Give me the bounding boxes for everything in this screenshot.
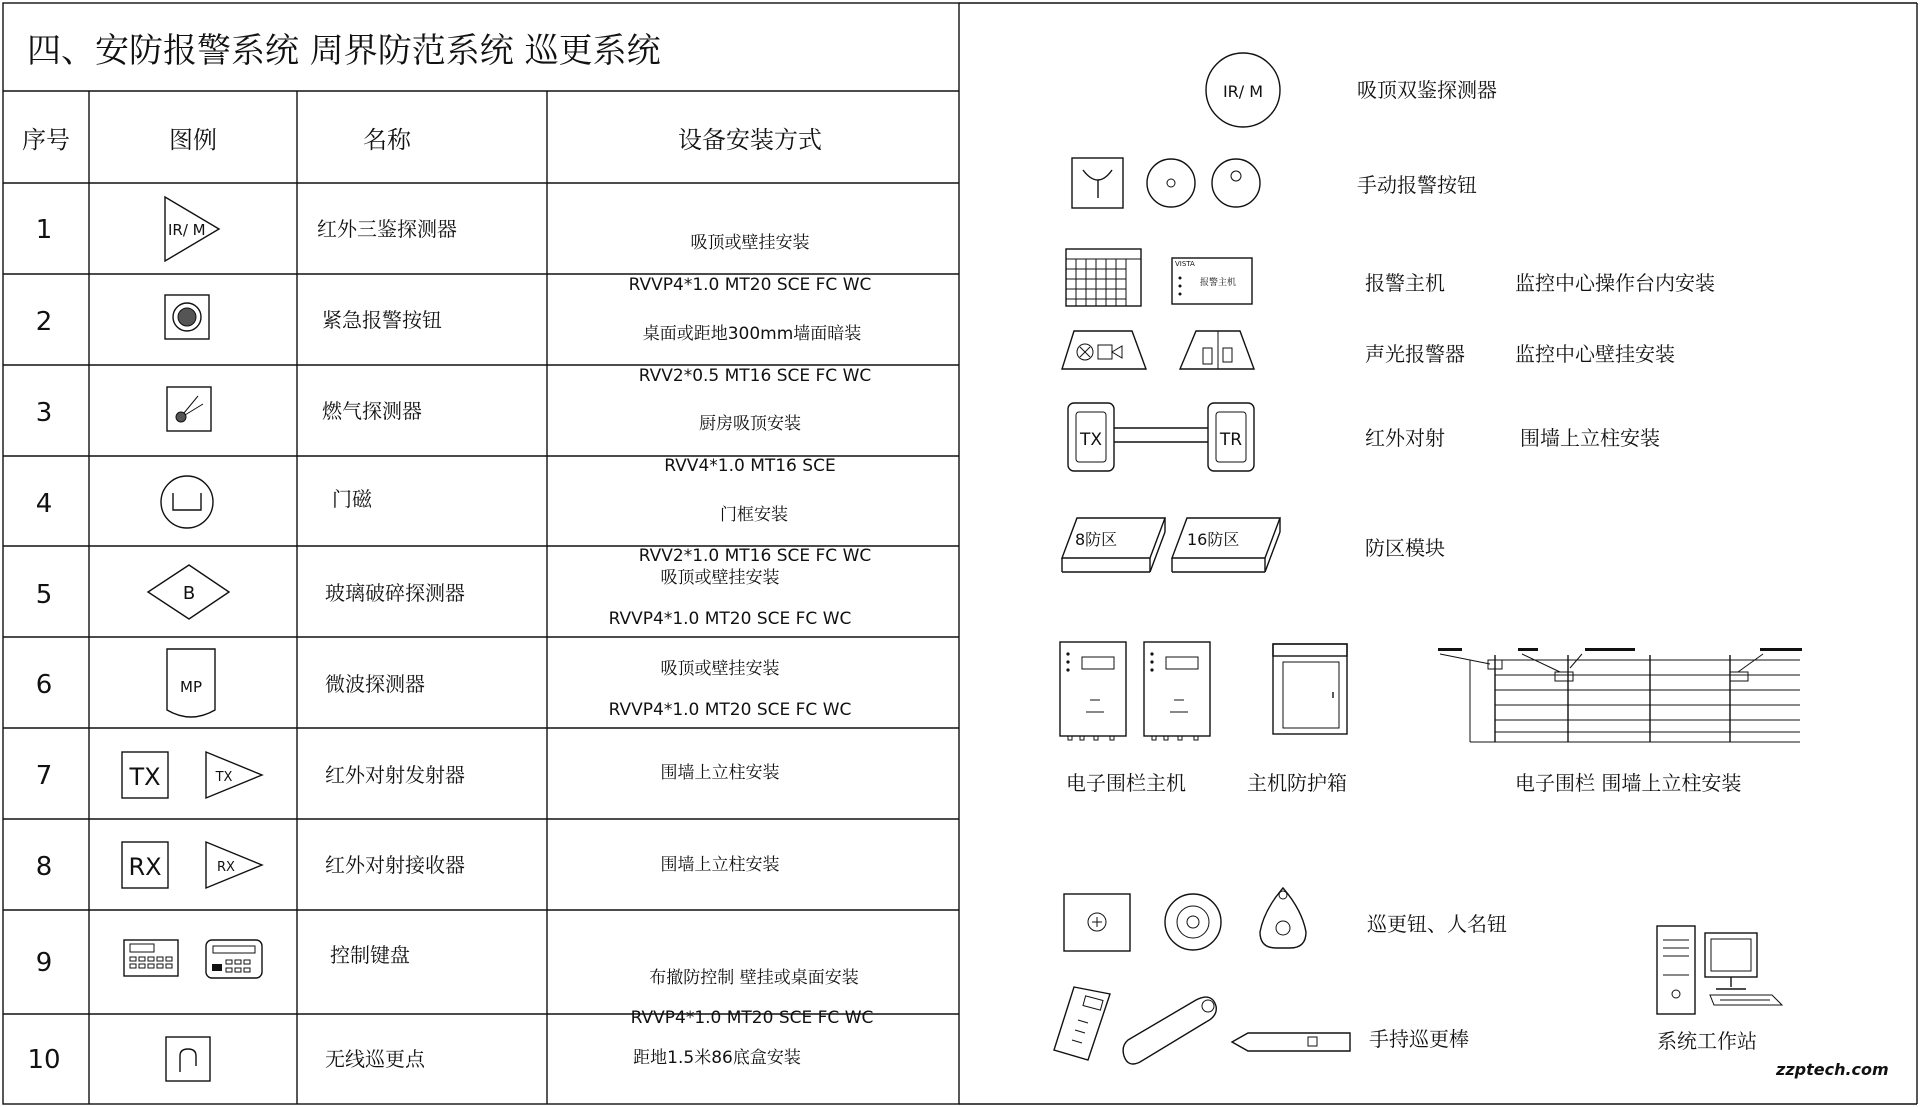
legend-label: 系统工作站 [1657, 1029, 1757, 1053]
row-no: 1 [35, 215, 53, 245]
row-no: 8 [35, 852, 53, 882]
install-cable: RVVP4*1.0 MT20 SCE FC WC [608, 700, 852, 720]
b-label: B [182, 583, 196, 604]
ir-beam-receiver-icon [122, 842, 262, 888]
install-text: 布撤防控制 壁挂或桌面安装 [649, 968, 859, 988]
rx-triangle-label: RX [217, 860, 235, 875]
control-keypad-icon [124, 940, 262, 978]
wireless-patrol-point-icon [166, 1037, 210, 1081]
install-cable: RVVP4*1.0 MT20 SCE FC WC [630, 1008, 874, 1028]
row-no: 6 [35, 670, 53, 700]
electric-fence-host-icon [1060, 642, 1210, 740]
install-text: 围墙上立柱安装 [660, 763, 780, 783]
glass-break-detector-icon [148, 565, 229, 619]
row-name: 燃气探测器 [322, 399, 422, 423]
row-no: 4 [35, 489, 53, 519]
install-text: 厨房吸顶安装 [699, 414, 801, 434]
row-no: 3 [35, 398, 53, 428]
row-names [317, 217, 465, 1071]
row-name: 微波探测器 [325, 672, 425, 696]
door-contact-icon [161, 476, 213, 528]
row-numbers [27, 215, 60, 1075]
vista-label: VISTA [1175, 260, 1195, 268]
sheet-title: 四、安防报警系统 周界防范系统 巡更系统 [27, 31, 661, 71]
legend-install: 监控中心壁挂安装 [1515, 342, 1675, 366]
row-no: 5 [35, 580, 53, 610]
table-header [22, 126, 822, 154]
electric-fence-icon [1438, 648, 1802, 742]
alarm-host-icon [1066, 249, 1252, 306]
header-install: 设备安装方式 [678, 126, 822, 154]
install-text: 距地1.5米86底盒安装 [633, 1048, 801, 1068]
row-name: 红外对射接收器 [325, 853, 465, 877]
ir-m-label: IR/ M [168, 221, 206, 239]
install-cable: RVV2*1.0 MT16 SCE FC WC [638, 546, 872, 566]
legend-label: 报警主机 [1365, 271, 1445, 295]
legend-install: 围墙上立柱安装 [1520, 426, 1660, 450]
install-text: 吸顶或壁挂安装 [690, 233, 810, 253]
gas-detector-icon [167, 387, 211, 431]
install-cable: RVV4*1.0 MT16 SCE [664, 456, 836, 476]
watermark: zzptech.com [1776, 1060, 1889, 1079]
row-no: 9 [35, 948, 53, 978]
install-text: 桌面或距地300mm墙面暗装 [642, 324, 862, 344]
row-name: 红外三鉴探测器 [317, 217, 457, 241]
legend-label: 吸顶双鉴探测器 [1357, 78, 1497, 102]
ceiling-dual-detector-icon [1206, 53, 1280, 127]
row-name: 控制键盘 [330, 943, 410, 967]
host-panel-label: 报警主机 [1200, 278, 1237, 288]
install-cable: RVVP4*1.0 MT20 SCE FC WC [628, 275, 872, 295]
legend-label: 巡更钮、人名钮 [1367, 912, 1507, 936]
install-text: 吸顶或壁挂安装 [660, 659, 780, 679]
tx-beam-label: TX [1079, 430, 1103, 450]
header-name: 名称 [363, 126, 411, 154]
row-name: 红外对射发射器 [325, 763, 465, 787]
strobe-siren-icon [1062, 331, 1254, 369]
host-cabinet-icon [1273, 644, 1347, 734]
zone-module-icon [1062, 518, 1280, 572]
ir-triple-detector-icon [165, 197, 219, 261]
legend-label: 声光报警器 [1365, 342, 1465, 366]
rx-box-label: RX [128, 853, 162, 881]
row-name: 紧急报警按钮 [322, 308, 442, 332]
legend-install: 监控中心操作台内安装 [1515, 271, 1715, 295]
manual-alarm-button-icon [1072, 158, 1260, 208]
install-text: 围墙上立柱安装 [660, 855, 780, 875]
header-no: 序号 [22, 126, 70, 154]
install-cable: RVVP4*1.0 MT20 SCE FC WC [608, 609, 852, 629]
install-text: 吸顶或壁挂安装 [660, 568, 780, 588]
row-name: 门磁 [332, 487, 372, 511]
zone16-label: 16防区 [1187, 530, 1240, 549]
zone8-label: 8防区 [1075, 530, 1118, 549]
system-workstation-icon [1657, 926, 1782, 1014]
legend-label: 防区模块 [1365, 536, 1445, 560]
header-symbol: 图例 [169, 126, 217, 154]
ir-m-circle-label: IR/ M [1222, 82, 1264, 101]
install-text: 门框安装 [720, 505, 788, 525]
legend-label: 手动报警按钮 [1357, 173, 1477, 197]
legend-label: 红外对射 [1365, 426, 1445, 450]
row-no: 10 [27, 1045, 61, 1075]
emergency-button-icon [165, 295, 209, 339]
legend-label: 主机防护箱 [1247, 771, 1347, 795]
row-no: 7 [35, 761, 53, 791]
ir-beam-transmitter-icon [122, 752, 262, 798]
handheld-patrol-wand-icon [1054, 987, 1350, 1064]
tx-triangle-label: TX [215, 770, 233, 785]
tx-box-label: TX [129, 763, 161, 791]
mp-label: MP [180, 678, 202, 696]
row-no: 2 [35, 307, 53, 337]
install-cable: RVV2*0.5 MT16 SCE FC WC [638, 366, 872, 386]
microwave-detector-icon [167, 649, 215, 717]
row-name: 玻璃破碎探测器 [325, 581, 465, 605]
legend-label: 电子围栏主机 [1066, 771, 1186, 795]
legend-label: 电子围栏 围墙上立柱安装 [1515, 771, 1742, 795]
ir-beam-pair-icon [1068, 403, 1254, 471]
patrol-button-icon [1064, 888, 1306, 951]
row-name: 无线巡更点 [325, 1047, 425, 1071]
row-install-methods [609, 233, 874, 1068]
legend-label: 手持巡更棒 [1369, 1027, 1469, 1051]
tr-beam-label: TR [1219, 430, 1243, 450]
